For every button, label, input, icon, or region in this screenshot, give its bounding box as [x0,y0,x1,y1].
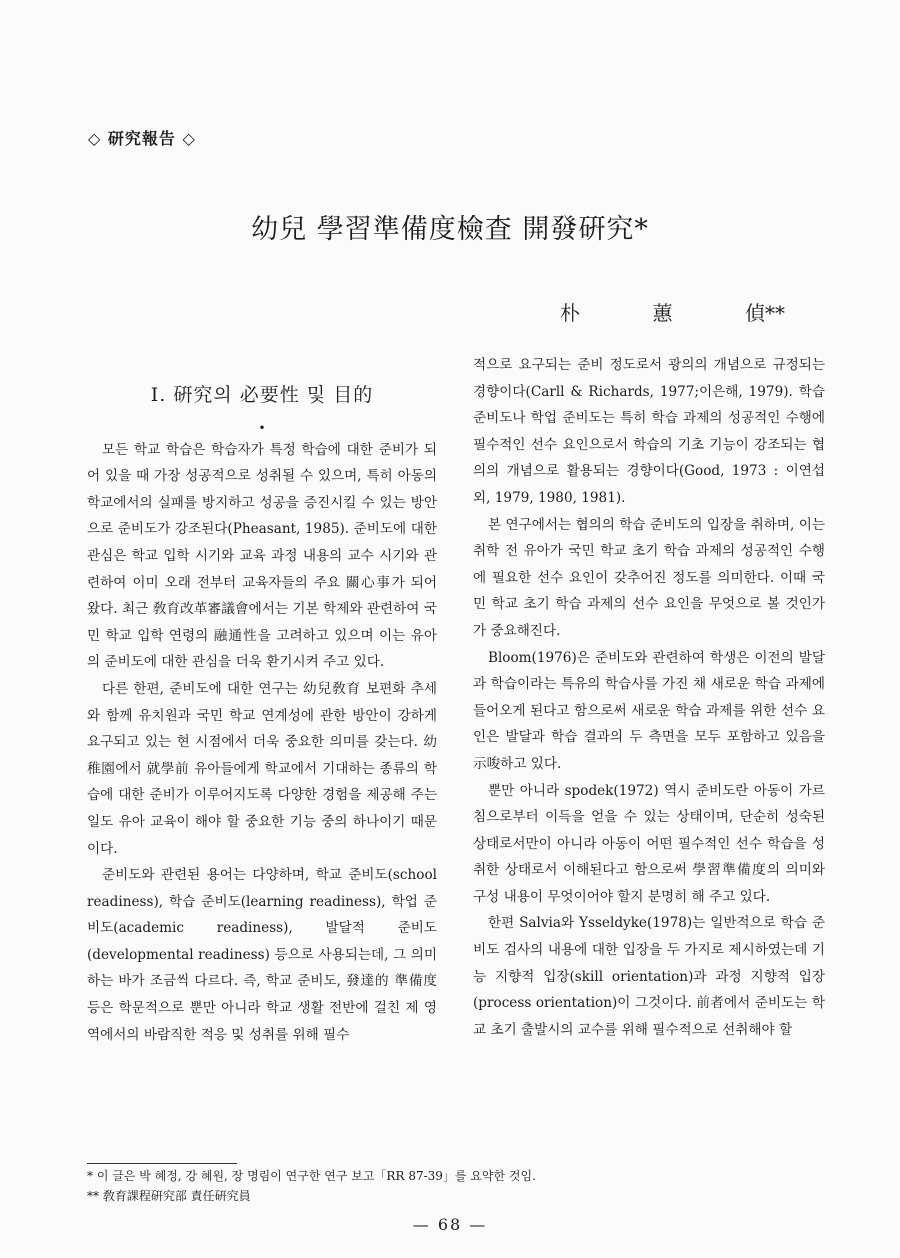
author-char: 偵** [745,301,785,325]
right-column [473,352,825,1043]
paragraph: 모든 학교 학습은 학습자가 특정 학습에 대한 준비가 되어 있을 때 가장 성공적으로 성취될 수 있으며, 특히 아동의 학교에서의 실패를 방지하고 성공을 증진시킬 수 있는 방안으로 준비도가 강조된다(Pheasant, 1985). 준비도에 대한 관심은 학교 입학 시기와 교육 과정 내용의 교수 시기와 관련하여 이미 오래 전부터 교육자들의 주요 關心事가 되어 왔다. 최근 敎育改革審議會에서는 기본 학제와 관련하여 국민 학교 입학 연령의 融通性을 고려하고 있으며 이는 유아의 준비도에 대한 관심을 더욱 환기시켜 주고 있다. [87,441,437,671]
section-heading: Ⅰ. 硏究의 必要性 및 目的 [150,384,374,406]
author-char: 朴 [560,301,580,325]
section-label: ◇ 研究報告 ◇ [88,129,196,148]
paragraph: 한편 Salvia와 Ysseldyke(1978)는 일반적으로 학습 준비도 검사의 내용에 대한 입장을 두 가지로 제시하였는데 기능 지향적 입장(skill orientation)과 과정 지향적 입장(process orientation)이 그것이다. 前者에서 준비도는 학교 초기 출발시의 교수를 위해 필수적으로 선취해야 할 [473,915,825,1038]
article-title: 幼兒 學習準備度檢査 開發硏究* [251,214,649,245]
paragraph: 적으로 요구되는 준비 정도로서 광의의 개념으로 규정되는 경향이다(Carll & Richards, 1977;이은해, 1979). 학습 준비도나 학업 준비도는 특히 학습 과제의 성공적인 수행에 필수적인 선수 요인으로서 학습의 기초 기능이 강조되는 협의의 개념으로 활용되는 경향이다(Good, 1973 : 이연섭 외, 1979, 1980, 1981). [473,357,825,506]
footnote: ** 敎育課程硏究部 責任硏究員 [87,1189,251,1203]
footnote: * 이 글은 박 혜정, 강 혜원, 장 명림이 연구한 연구 보고「RR 87-39」를 요약한 것임. [87,1169,536,1183]
author-char: 蕙 [652,301,673,325]
footnotes [87,1166,536,1206]
paragraph: 본 연구에서는 협의의 학습 준비도의 입장을 취하며, 이는 취학 전 유아가 국민 학교 초기 학습 과제의 성공적인 수행에 필요한 선수 요인이 갖추어진 정도를 의미한다. 이때 국민 학교 초기 학습 과제의 선수 요인을 무엇으로 볼 것인가가 중요해진다. [473,516,825,639]
paragraph: 뿐만 아니라 spodek(1972) 역시 준비도란 아동이 가르침으로부터 이득을 얻을 수 있는 상태이며, 단순히 성숙된 상태로서만이 아니라 아동이 어떤 필수적인 선수 학습을 성취한 상태로서 이해된다고 함으로써 學習準備度의 의미와 구성 내용이 무엇이어야 할지 분명히 해 주고 있다. [473,782,825,905]
page-number: — 68 — [412,1215,488,1234]
footnote-divider [87,1163,237,1164]
heading-dot: • [258,420,266,435]
paragraph: 준비도와 관련된 용어는 다양하며, 학교 준비도(school readiness), 학습 준비도(learning readiness), 학업 준비도(academic readiness), 발달적 준비도(developmental readiness) 등으로 사용되는데, 그 의미하는 바가 조금씩 다르다. 즉, 학교 준비도, 發達的 準備度 등은 학문적으로 뿐만 아니라 학교 생활 전반에 걸친 제 영역에서의 바람직한 적응 및 성취를 위해 필수 [87,867,437,1043]
paragraph: Bloom(1976)은 준비도와 관련하여 학생은 이전의 발달과 학습이라는 특유의 학습사를 가진 채 새로운 학습 과제에 들어오게 된다고 함으로써 새로운 학습 과제를 위한 선수 요인은 발달과 학습 결과의 두 측면을 모두 포함하고 있음을 示唆하고 있다. [473,649,825,772]
paragraph: 다른 한편, 준비도에 대한 연구는 幼兒敎育 보편화 추세와 함께 유치원과 국민 학교 연계성에 관한 방안이 강하게 요구되고 있는 현 시점에서 더욱 중요한 의미를 갖는다. 幼稚園에서 就學前 유아들에게 학교에서 기대하는 종류의 학습에 대한 준비가 이루어지도록 다양한 경험을 제공해 주는 일도 유아 교육이 해야 할 중요한 기능 중의 하나이기 때문이다. [87,680,437,857]
left-column [87,352,437,1048]
author-name [560,297,785,326]
